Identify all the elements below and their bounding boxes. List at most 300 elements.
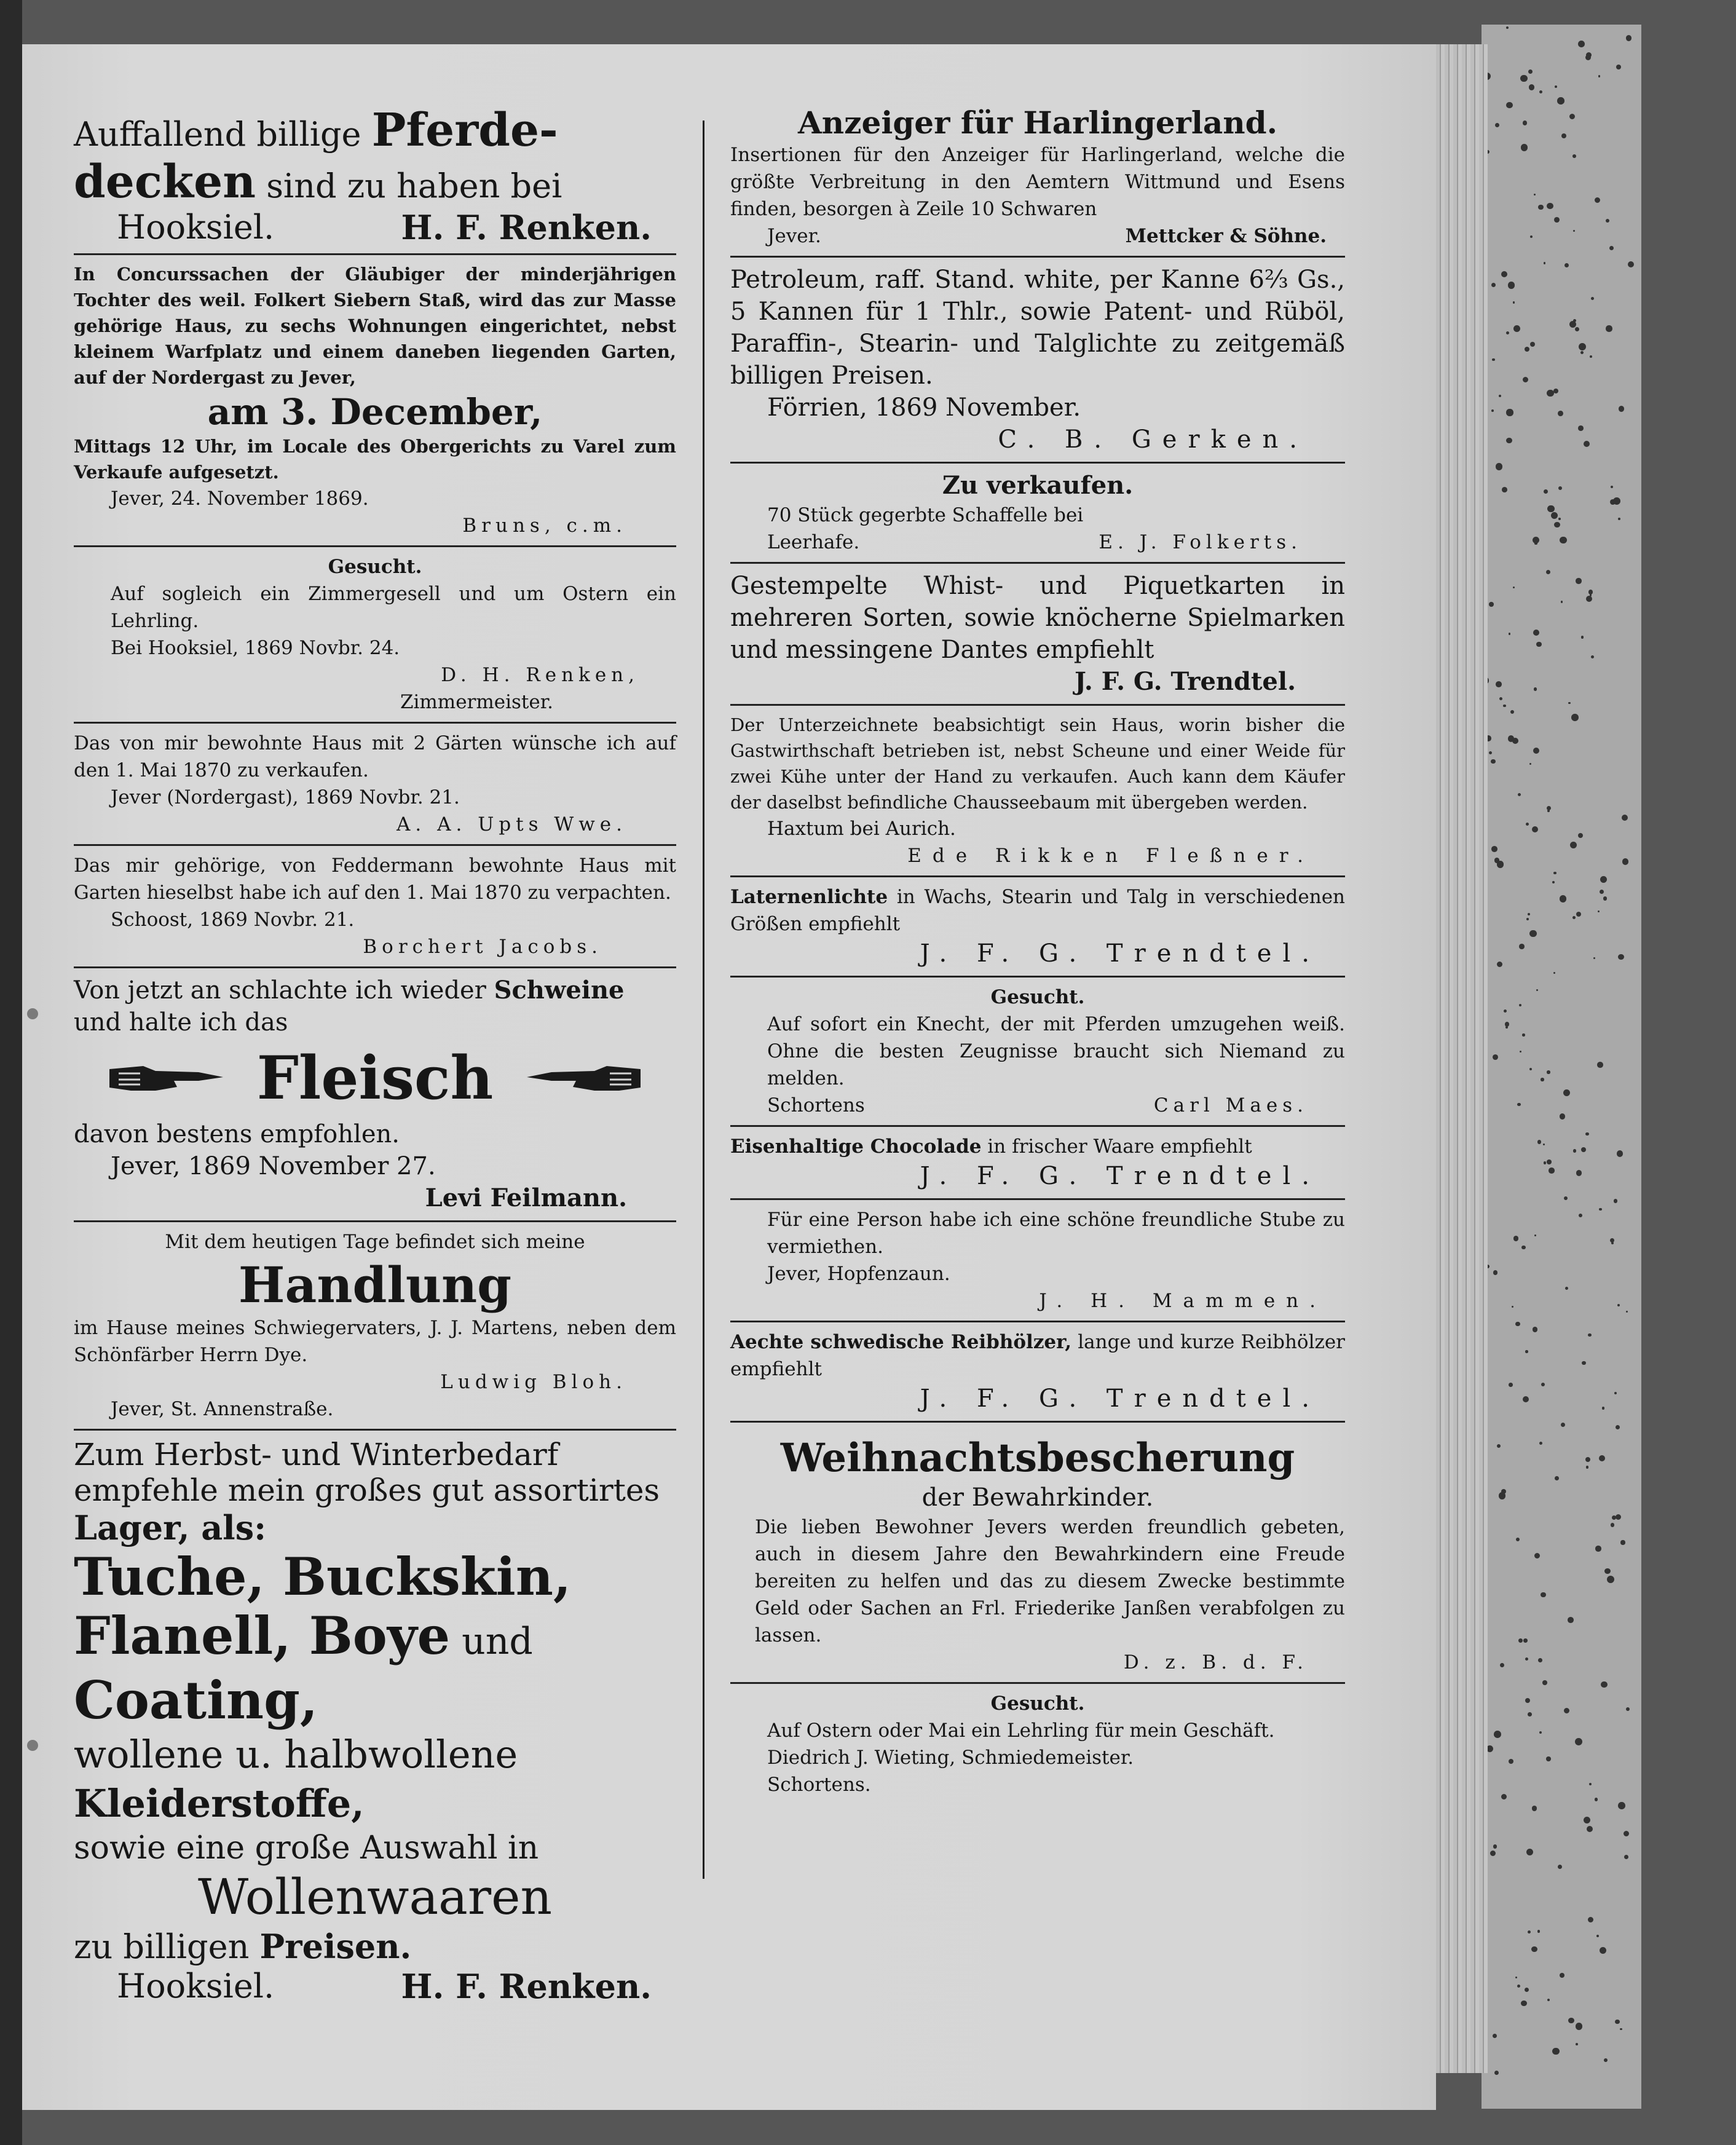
- ad-signature: Bruns, c.m.: [462, 515, 627, 537]
- ad-big-title: Coating,: [74, 1670, 318, 1731]
- ad-heading: Gesucht.: [990, 986, 1085, 1008]
- ad-text: Das von mir bewohnte Haus mit 2 Gärten wünsche ich auf den 1. Mai 1870 zu verkaufen.: [74, 732, 676, 781]
- edge-speck: [1622, 858, 1629, 865]
- edge-speck: [1520, 1051, 1522, 1053]
- edge-speck: [1525, 347, 1529, 352]
- edge-speck: [1499, 697, 1502, 700]
- edge-speck: [1520, 75, 1527, 82]
- edge-speck: [1570, 842, 1577, 848]
- edge-speck: [1539, 90, 1542, 93]
- edge-speck: [1528, 1712, 1532, 1716]
- edge-speck: [1587, 1826, 1593, 1832]
- edge-speck: [1493, 1270, 1498, 1275]
- edge-speck: [1598, 911, 1600, 912]
- edge-speck: [1536, 989, 1538, 991]
- edge-speck: [1541, 1592, 1545, 1597]
- edge-speck: [1564, 1196, 1568, 1200]
- edge-speck: [1491, 759, 1495, 764]
- edge-speck: [1509, 633, 1510, 634]
- edge-speck: [1506, 331, 1509, 334]
- edge-speck: [1523, 377, 1528, 382]
- edge-speck: [1578, 41, 1585, 47]
- edge-speck: [1624, 1855, 1628, 1859]
- edge-speck: [1497, 962, 1503, 968]
- edge-speck: [1513, 587, 1515, 588]
- ad-dateline: Jever, 1869 November 27.: [111, 1152, 436, 1180]
- edge-speck: [1609, 246, 1614, 250]
- edge-speck: [1582, 1361, 1586, 1365]
- edge-speck: [1496, 681, 1502, 687]
- edge-speck: [1576, 1170, 1582, 1176]
- edge-speck: [1497, 1444, 1501, 1448]
- edge-speck: [1573, 319, 1576, 322]
- edge-speck: [1509, 1383, 1513, 1387]
- column-divider: [703, 120, 704, 1879]
- edge-speck: [1564, 263, 1569, 267]
- edge-speck: [1539, 1442, 1542, 1445]
- ad-dateline: Förrien, 1869 November.: [767, 393, 1081, 422]
- edge-speck: [1560, 895, 1566, 902]
- edge-speck: [1508, 282, 1515, 289]
- edge-speck: [1561, 133, 1567, 139]
- ad-heading: Gesucht.: [328, 556, 422, 578]
- ad-big-title: Fleisch: [256, 1043, 494, 1113]
- edge-speck: [1493, 2034, 1497, 2038]
- ad-signature: Borchert Jacobs.: [363, 936, 602, 958]
- edge-speck: [1518, 1638, 1523, 1643]
- edge-speck: [1628, 261, 1634, 267]
- ad-text: 70 Stück gegerbte Schaffelle bei: [767, 504, 1084, 526]
- edge-speck: [1544, 489, 1548, 494]
- pointing-hand-left-icon: [521, 1060, 644, 1097]
- edge-speck: [1529, 930, 1537, 938]
- edge-speck: [1528, 69, 1533, 74]
- ad-karten: [730, 570, 1345, 698]
- ad-text: Mit dem heutigen Tage befindet sich meine: [165, 1231, 585, 1253]
- ad-signature-title: Zimmermeister.: [400, 691, 553, 713]
- edge-speck: [1552, 2048, 1560, 2055]
- ad-text: Petroleum, raff. Stand. white, per Kanne 6⅔ Gs., 5 Kannen für 1 Thlr., sowie Patent- und Rüböl, Paraffin-, Stearin- und Talglichte zu zeitgemäß billigen Preisen.: [730, 266, 1345, 390]
- edge-speck: [1530, 235, 1533, 238]
- ad-chocolade: [730, 1133, 1345, 1192]
- edge-speck: [1565, 1287, 1568, 1290]
- edge-speck: [1617, 1304, 1620, 1306]
- edge-speck: [1547, 505, 1555, 513]
- edge-speck: [1499, 1492, 1505, 1499]
- edge-speck: [1616, 1425, 1620, 1429]
- divider: [730, 256, 1345, 258]
- edge-speck: [1563, 1089, 1570, 1096]
- binding-spine: [0, 0, 22, 2145]
- edge-speck: [1581, 1147, 1586, 1152]
- edge-speck: [1611, 1523, 1615, 1527]
- ad-emphasis: Pferde-: [371, 104, 558, 157]
- edge-speck: [1591, 655, 1594, 658]
- ad-petroleum: [730, 264, 1345, 456]
- right-column: [730, 105, 1345, 1798]
- edge-speck: [1593, 957, 1595, 959]
- edge-speck: [1534, 1553, 1540, 1558]
- edge-speck: [1547, 1159, 1551, 1164]
- edge-speck: [1496, 463, 1502, 470]
- edge-speck: [1595, 1798, 1598, 1801]
- edge-speck: [1579, 343, 1586, 350]
- edge-speck: [1519, 944, 1525, 949]
- edge-speck: [1521, 144, 1528, 151]
- ad-signature: H. F. Renken.: [401, 1967, 652, 2006]
- edge-speck: [1618, 954, 1624, 960]
- edge-speck: [1515, 1322, 1520, 1326]
- ad-text: Von jetzt an schlachte ich wieder: [74, 976, 494, 1005]
- edge-speck: [1528, 913, 1530, 915]
- edge-speck: [1613, 497, 1620, 505]
- edge-speck: [1585, 55, 1591, 60]
- edge-speck: [1516, 1538, 1520, 1541]
- edge-speck: [1579, 1214, 1582, 1217]
- edge-speck: [1491, 846, 1497, 852]
- edge-speck: [1602, 1407, 1604, 1409]
- edge-speck: [1521, 2001, 1527, 2007]
- edge-speck: [1549, 1167, 1555, 1174]
- edge-speck: [1553, 872, 1556, 875]
- edge-speck: [1616, 1514, 1622, 1520]
- edge-speck: [1525, 1988, 1529, 1992]
- ad-gesucht-lehrling: [730, 1690, 1345, 1798]
- edge-speck: [1590, 355, 1592, 358]
- ad-text: lange und kurze Reibhölzer empfiehlt: [730, 1331, 1345, 1380]
- divider: [74, 1429, 676, 1431]
- edge-speck: [1534, 1234, 1536, 1236]
- ad-signature: Ede Rikken Fleßner.: [907, 845, 1314, 867]
- edge-speck: [1525, 1657, 1528, 1661]
- ad-subheading: der Bewahrkinder.: [921, 1483, 1154, 1512]
- ad-text: Der Unterzeichnete beabsichtigt sein Haus, worin bisher die Gastwirthschaft betrieben ist, nebst Scheune und einer Weide für zwei Kühe unter der Hand zu verkaufen. Auch kann dem Käufer der daselbst befindliche Chausseebaum mit übergeben werden.: [730, 714, 1345, 813]
- edge-speck: [1538, 1658, 1542, 1662]
- edge-speck: [1534, 687, 1537, 690]
- edge-speck: [1512, 1306, 1513, 1308]
- edge-speck: [1501, 1794, 1507, 1799]
- divider: [730, 1125, 1345, 1127]
- edge-speck: [1533, 748, 1539, 754]
- edge-speck: [1552, 881, 1555, 883]
- edge-speck: [1585, 1457, 1590, 1462]
- ad-text: Auf Ostern oder Mai ein Lehrling für mein Geschäft.: [767, 1720, 1275, 1742]
- edge-speck: [1515, 1977, 1517, 1978]
- edge-speck: [1533, 1327, 1537, 1332]
- edge-speck: [1618, 1802, 1625, 1809]
- edge-speck: [1541, 1078, 1544, 1081]
- edge-speck: [1503, 705, 1505, 707]
- binding-hole: [27, 1008, 38, 1019]
- ad-gesucht-1: [74, 553, 676, 716]
- edge-speck: [1513, 301, 1515, 304]
- divider: [730, 875, 1345, 877]
- divider: [730, 1421, 1345, 1423]
- edge-speck: [1506, 26, 1509, 29]
- edge-speck: [1558, 1865, 1562, 1869]
- edge-speck: [1599, 1455, 1605, 1461]
- divider: [730, 704, 1345, 706]
- edge-speck: [1569, 114, 1575, 119]
- edge-speck: [1523, 1396, 1529, 1402]
- left-column: [74, 105, 676, 2006]
- ad-haus-verkaufen: [74, 730, 676, 838]
- edge-speck: [1547, 203, 1553, 210]
- edge-speck: [1526, 823, 1529, 826]
- edge-speck: [1588, 1333, 1591, 1337]
- edge-speck: [1551, 512, 1558, 519]
- ad-text: Auf sofort ein Knecht, der mit Pferden umzugehen weiß. Ohne die besten Zeugnisse braucht sich Niemand zu melden.: [767, 1013, 1345, 1089]
- ad-text: Gestempelte Whist- und Piquetkarten in mehreren Sorten, sowie knöcherne Spielmarken und messingene Dantes empfiehlt: [730, 572, 1345, 664]
- edge-speck: [1543, 1144, 1545, 1145]
- edge-speck: [1586, 1466, 1588, 1468]
- edge-speck: [1544, 1161, 1547, 1164]
- ad-text: Auf sogleich ein Zimmergesell und um Ostern ein Lehrling.: [111, 583, 676, 632]
- ad-place: Jever.: [767, 225, 821, 247]
- edge-speck: [1510, 710, 1514, 714]
- ad-text: zu billigen: [74, 1927, 260, 1966]
- ad-signature: J. F. G. Trendtel.: [1075, 667, 1296, 696]
- edge-speck: [1560, 1113, 1566, 1120]
- edge-speck: [1525, 1698, 1530, 1703]
- ad-big-title: Tuche, Buckskin, Flanell, Boye: [74, 1546, 572, 1666]
- edge-speck: [1525, 1350, 1528, 1353]
- edge-speck: [1532, 826, 1538, 832]
- edge-speck: [1518, 793, 1521, 796]
- edge-speck: [1576, 578, 1581, 583]
- edge-speck: [1541, 1383, 1545, 1386]
- divider: [74, 844, 676, 846]
- edge-speck: [1489, 602, 1493, 606]
- edge-speck: [1618, 518, 1620, 520]
- edge-speck: [1601, 1681, 1608, 1688]
- ad-zu-verkaufen: [730, 470, 1345, 556]
- ad-text: und halte ich das: [74, 1008, 288, 1037]
- ad-signature: Diedrich J. Wieting, Schmiedemeister.: [767, 1747, 1134, 1769]
- ad-dateline: Bei Hooksiel, 1869 Novbr. 24.: [111, 637, 400, 659]
- edge-speck: [1539, 1731, 1542, 1734]
- divider: [74, 545, 676, 547]
- ad-dateline: Schoost, 1869 Novbr. 21.: [111, 909, 355, 931]
- ad-gastwirthschaft: [730, 712, 1345, 869]
- ad-signature: Levi Feilmann.: [425, 1183, 627, 1212]
- edge-speck: [1603, 896, 1608, 901]
- ad-text: Auffallend billige: [74, 115, 372, 154]
- ad-place: Schortens.: [767, 1774, 871, 1796]
- edge-speck: [1500, 1663, 1504, 1667]
- edge-speck: [1595, 1546, 1601, 1551]
- ad-text: in frischer Waare empfiehlt: [981, 1136, 1252, 1158]
- edge-speck: [1584, 441, 1590, 447]
- edge-speck: [1490, 1851, 1496, 1856]
- edge-speck: [1517, 1103, 1521, 1107]
- edge-speck: [1529, 84, 1535, 90]
- page-stack-edges: [1436, 44, 1488, 2073]
- edge-speck: [1573, 230, 1575, 232]
- edge-speck: [1619, 406, 1624, 411]
- ad-place: Leerhafe.: [767, 531, 860, 553]
- edge-speck: [1615, 2020, 1620, 2025]
- ad-signature: C. B. Gerken.: [998, 425, 1308, 454]
- ad-dateline: Jever (Nordergast), 1869 Novbr. 21.: [111, 786, 460, 808]
- edge-speck: [1538, 205, 1543, 210]
- edge-speck: [1604, 2058, 1608, 2062]
- edge-speck: [1589, 1783, 1592, 1785]
- edge-speck: [1513, 325, 1520, 332]
- ad-text: Die lieben Bewohner Jevers werden freundlich gebeten, auch in diesem Jahre den Bewahrkindern eine Freude bereiten zu helfen und das zu diesem Zwecke bestimmte Geld oder Sachen an Frl. Friederike Janßen verabfolgen zu lassen.: [755, 1516, 1345, 1646]
- edge-speck: [1568, 2018, 1574, 2024]
- edge-speck: [1534, 194, 1536, 196]
- edge-speck: [1547, 1999, 1550, 2001]
- edge-speck: [1547, 806, 1551, 810]
- edge-speck: [1544, 262, 1546, 264]
- pointing-hand-right-icon: [106, 1060, 229, 1097]
- ad-text: und: [450, 1620, 533, 1663]
- edge-speck: [1529, 1068, 1532, 1070]
- edge-speck: [1622, 815, 1628, 821]
- edge-speck: [1599, 1208, 1602, 1211]
- ad-signature: Ludwig Bloh.: [440, 1371, 627, 1393]
- ad-signature: D. H. Renken,: [441, 664, 639, 686]
- ad-big-title: Wollenwaaren: [198, 1868, 552, 1926]
- edge-speck: [1499, 395, 1501, 397]
- edge-speck: [1576, 2023, 1582, 2029]
- edge-speck: [1504, 1009, 1507, 1013]
- divider: [730, 462, 1345, 464]
- ad-emphasis: Aechte schwedische Reibhölzer,: [730, 1331, 1072, 1353]
- ad-big-title: Weihnachtsbescherung: [780, 1435, 1295, 1481]
- edge-speck: [1620, 2028, 1622, 2030]
- edge-speck: [1616, 65, 1621, 69]
- edge-speck: [1542, 1680, 1547, 1685]
- ad-place: Hooksiel.: [117, 208, 275, 247]
- ad-signature: E. J. Folkerts.: [1099, 531, 1302, 553]
- edge-speck: [1513, 1236, 1518, 1241]
- edge-speck: [1626, 1311, 1628, 1313]
- edge-speck: [1624, 1831, 1629, 1836]
- divider: [74, 966, 676, 968]
- edge-speck: [1554, 522, 1560, 528]
- ad-emphasis: Schweine: [494, 976, 625, 1005]
- edge-speck: [1576, 912, 1581, 917]
- edge-speck: [1606, 325, 1612, 331]
- ad-dateline: Jever, 24. November 1869.: [111, 488, 369, 510]
- edge-speck: [1620, 1540, 1625, 1544]
- edge-speck: [1576, 2043, 1578, 2045]
- ad-signature: J. F. G. Trendtel.: [920, 1162, 1320, 1190]
- edge-speck: [1578, 425, 1584, 431]
- edge-speck: [1526, 1849, 1534, 1856]
- edge-speck: [1553, 389, 1558, 393]
- edge-speck: [1547, 1070, 1550, 1073]
- edge-speck: [1537, 1930, 1540, 1932]
- divider: [730, 1321, 1345, 1322]
- edge-speck: [1553, 972, 1555, 974]
- edge-speck: [1502, 487, 1507, 492]
- edge-speck: [1546, 570, 1550, 574]
- ad-text: sowie eine große Auswahl in: [74, 1830, 539, 1867]
- ad-text: Lager, als:: [74, 1508, 267, 1547]
- divider: [74, 1220, 676, 1222]
- edge-speck: [1501, 271, 1507, 277]
- edge-speck: [1610, 1238, 1614, 1242]
- edge-speck: [1517, 1985, 1520, 1988]
- ad-heading: Anzeiger für Harlingerland.: [797, 105, 1278, 141]
- ad-signature: D. z. B. d. F.: [1123, 1651, 1308, 1673]
- ad-text: in Wachs, Stearin und Talg in verschiedenen Größen empfiehlt: [730, 886, 1345, 935]
- edge-speck: [1519, 1004, 1521, 1006]
- edge-speck: [1506, 438, 1512, 443]
- edge-speck: [1558, 486, 1562, 490]
- edge-speck: [1572, 154, 1576, 158]
- edge-speck: [1493, 1054, 1498, 1060]
- edge-speck: [1614, 1392, 1617, 1394]
- edge-speck: [1534, 542, 1537, 545]
- ad-signature: Carl Maes.: [1153, 1094, 1308, 1116]
- edge-speck: [1528, 1930, 1531, 1934]
- edge-speck: [1572, 916, 1576, 919]
- book-edge: [1482, 25, 1641, 2109]
- ad-text: Insertionen für den Anzeiger für Harlingerland, welche die größte Verbreitung in den Aemtern Wittmund und Esens finden, besorgen à Zeile 10 Schwaren: [730, 144, 1345, 220]
- ad-place: Hooksiel.: [117, 1967, 275, 2005]
- edge-speck: [1560, 1973, 1564, 1978]
- edge-speck: [1523, 120, 1527, 125]
- edge-speck: [1491, 409, 1494, 412]
- ad-signature: A. A. Upts Wwe.: [397, 813, 627, 835]
- edge-speck: [1497, 861, 1504, 867]
- ad-place: Jever, Hopfenzaun.: [767, 1263, 950, 1285]
- ad-text: sind zu haben bei: [256, 167, 562, 205]
- divider: [730, 1198, 1345, 1200]
- edge-speck: [1578, 833, 1583, 838]
- divider: [730, 976, 1345, 978]
- ad-text: Das mir gehörige, von Feddermann bewohnte Haus mit Garten hieselbst habe ich auf den 1. Mai 1870 zu verpachten.: [74, 855, 676, 904]
- edge-speck: [1558, 411, 1563, 416]
- edge-speck: [1555, 85, 1557, 88]
- edge-speck: [1506, 409, 1513, 416]
- edge-speck: [1537, 1140, 1542, 1144]
- edge-speck: [1533, 630, 1539, 636]
- edge-speck: [1536, 642, 1542, 647]
- edge-speck: [1568, 702, 1571, 705]
- ad-emphasis: Laternenlichte: [730, 886, 888, 908]
- edge-speck: [1600, 876, 1608, 883]
- edge-speck: [1573, 1149, 1577, 1153]
- edge-speck: [1581, 636, 1584, 639]
- edge-speck: [1606, 219, 1610, 223]
- edge-speck: [1560, 537, 1566, 543]
- edge-speck: [1512, 738, 1518, 744]
- edge-speck: [1614, 1199, 1618, 1203]
- edge-speck: [1521, 1246, 1526, 1250]
- edge-speck: [1561, 601, 1563, 602]
- edge-speck: [1600, 890, 1604, 895]
- edge-speck: [1523, 1638, 1528, 1643]
- edge-speck: [1564, 1708, 1569, 1713]
- ad-text: im Hause meines Schwiegervaters, J. J. Martens, neben dem Schönfärber Herrn Dye.: [74, 1317, 676, 1366]
- edge-speck: [1595, 197, 1600, 203]
- edge-speck: [1509, 1759, 1513, 1764]
- ad-text: In Concurssachen der Gläubiger der minderjährigen Tochter des weil. Folkert Siebern Staß, wird das zur Masse gehörige Haus, zu sechs Wohnungen eingerichtet, nebst kleinem Warfplatz und einem daneben liegenden Garten, auf der Nordergast zu Jever,: [74, 264, 676, 388]
- edge-speck: [1557, 97, 1564, 105]
- edge-speck: [1600, 1947, 1607, 1954]
- ad-weihnachtsbescherung: [730, 1435, 1345, 1676]
- edge-speck: [1492, 358, 1495, 361]
- edge-speck: [1584, 1817, 1590, 1823]
- ad-address: Jever, St. Annenstraße.: [111, 1398, 334, 1420]
- edge-speck: [1571, 714, 1579, 721]
- edge-speck: [1547, 390, 1554, 397]
